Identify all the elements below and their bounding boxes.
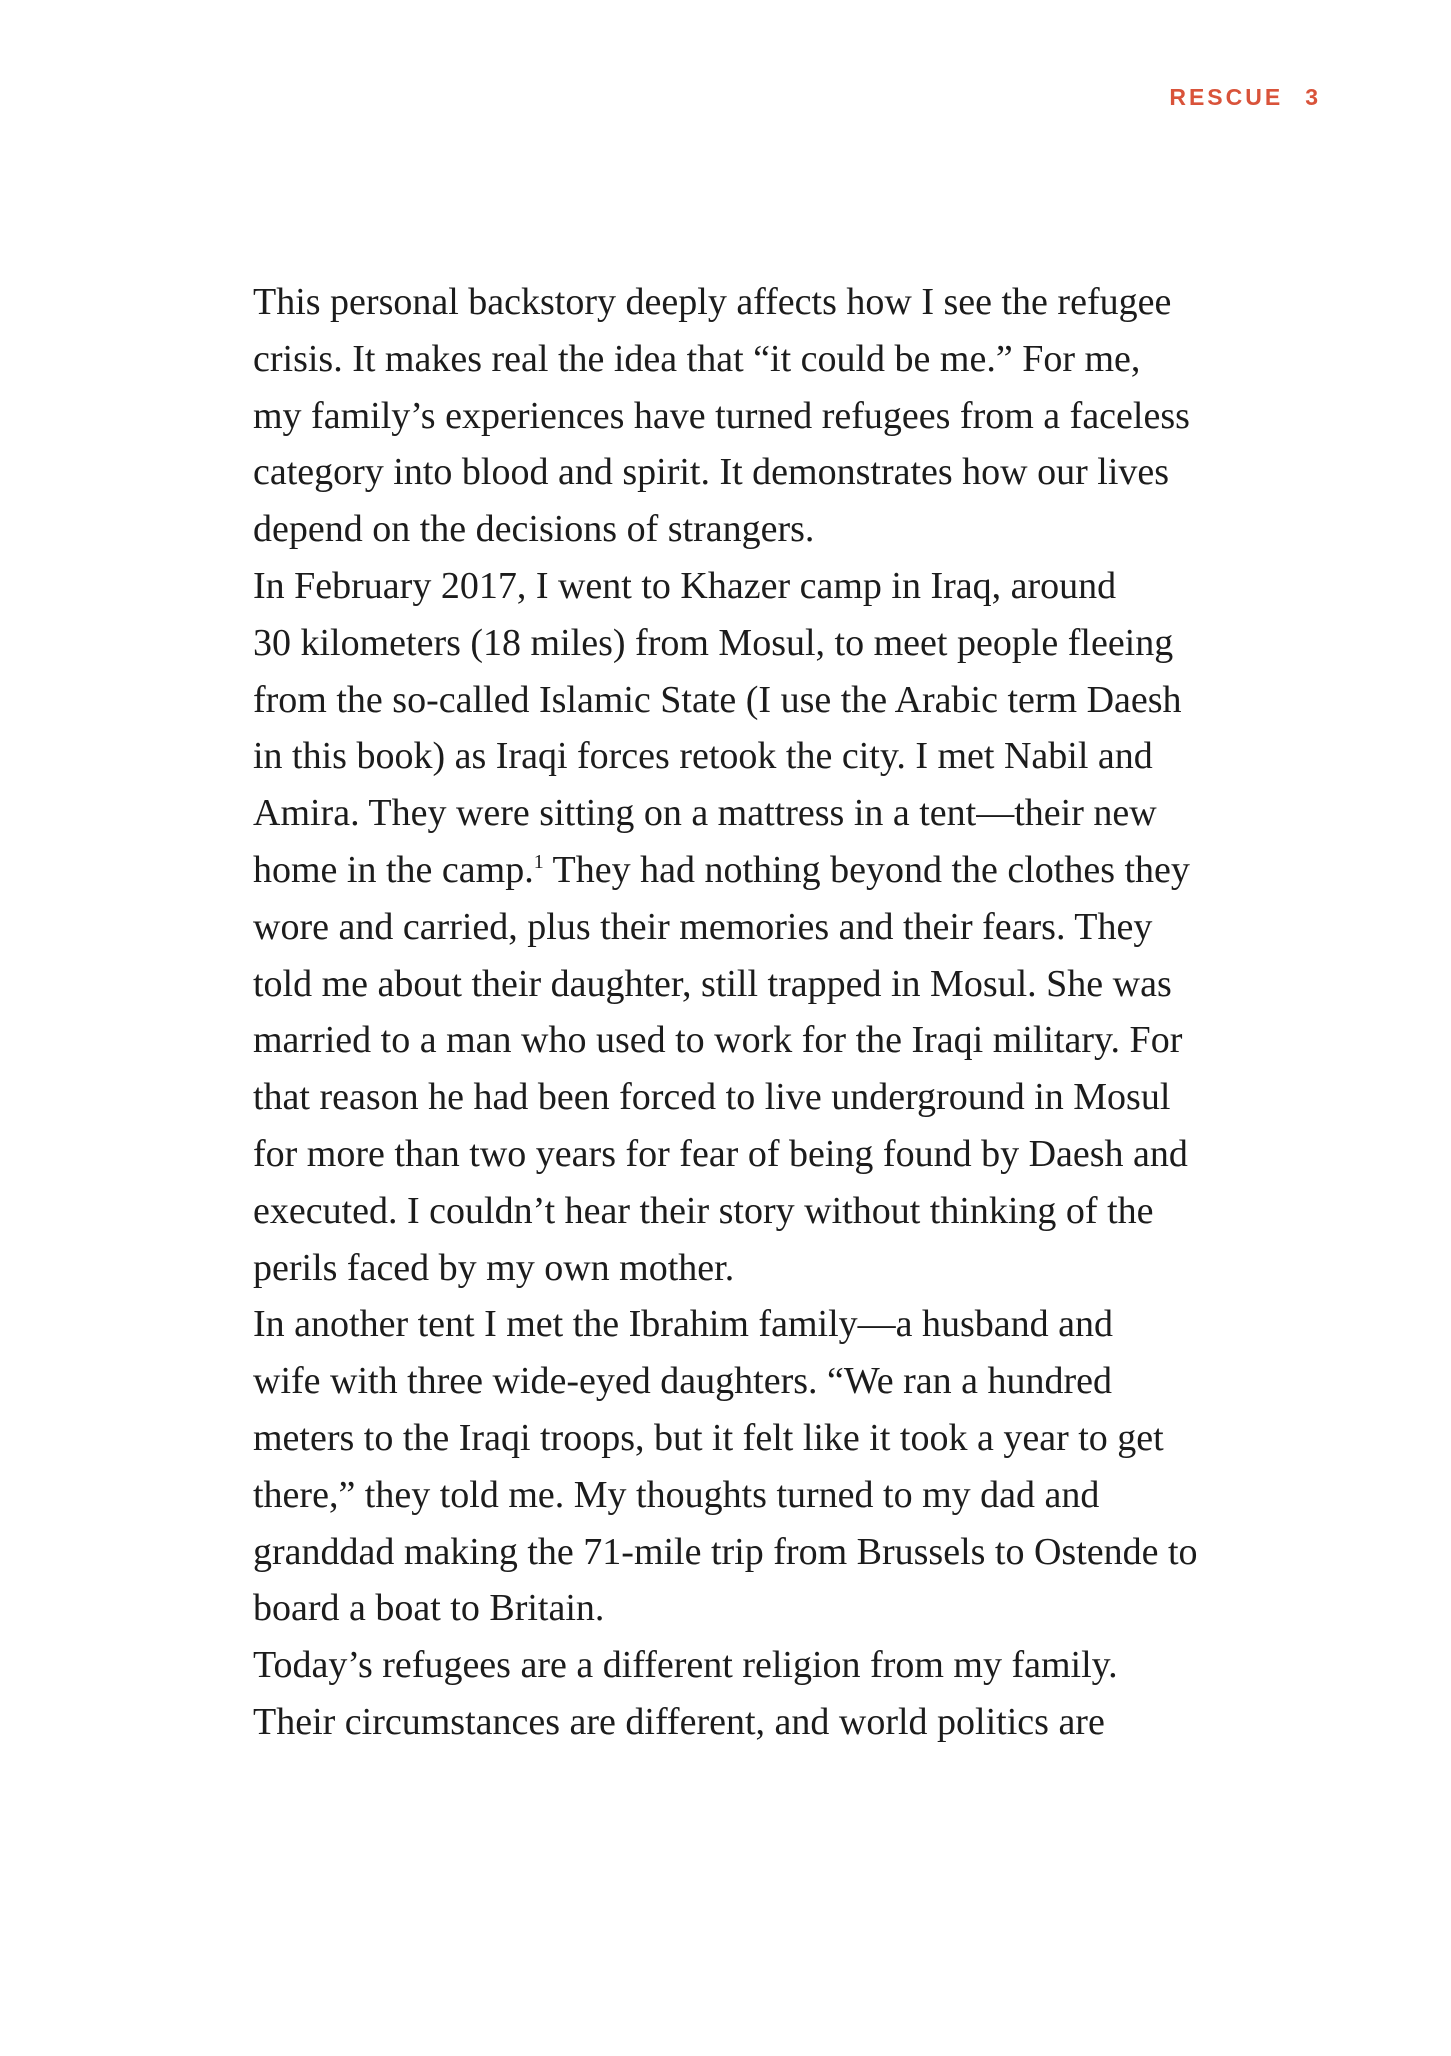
footnote-marker[interactable]: 1 bbox=[533, 850, 544, 873]
paragraph bbox=[204, 274, 1324, 558]
text-line: meters to the Iraqi troops, but it felt like it took a year to get bbox=[253, 1416, 1164, 1459]
text-line: crisis. It makes real the idea that “it could be me.” For me, bbox=[253, 337, 1141, 380]
text-line: wife with three wide-eyed daughters. “We ran a hundred bbox=[253, 1360, 1112, 1403]
text-line: from the so-called Islamic State (I use the Arabic term Daesh bbox=[253, 678, 1182, 721]
text-line: category into blood and spirit. It demonstrates how our lives bbox=[253, 451, 1170, 494]
section-title: RESCUE bbox=[1169, 84, 1284, 110]
text-line: This personal backstory deeply affects how I see the refugee bbox=[253, 281, 1172, 323]
text-line: board a boat to Britain. bbox=[253, 1587, 605, 1630]
text-line: my family’s experiences have turned refugees from a faceless bbox=[253, 394, 1190, 437]
text-line: perils faced by my own mother. bbox=[253, 1246, 735, 1289]
text-line: told me about their daughter, still trapped in Mosul. She was bbox=[253, 962, 1172, 1005]
text-line: there,” they told me. My thoughts turned to my dad and bbox=[253, 1473, 1100, 1516]
text-line: Amira. They were sitting on a mattress in a tent—their new bbox=[253, 792, 1157, 835]
text-line bbox=[204, 842, 1324, 899]
paragraph bbox=[204, 1296, 1324, 1637]
text-line: in this book) as Iraqi forces retook the city. I met Nabil and bbox=[253, 735, 1153, 778]
page-number: 3 bbox=[1305, 84, 1321, 110]
text-segment: home in the camp. bbox=[253, 848, 534, 891]
text-line: depend on the decisions of strangers. bbox=[253, 508, 815, 551]
text-line: Their circumstances are different, and world politics are bbox=[253, 1700, 1105, 1743]
text-line: for more than two years for fear of being found by Daesh and bbox=[253, 1132, 1188, 1175]
text-line: granddad making the 71-mile trip from Brussels to Ostende to bbox=[253, 1530, 1198, 1573]
running-head bbox=[1169, 84, 1321, 111]
text-line: In another tent I met the Ibrahim family—a husband and bbox=[253, 1303, 1114, 1346]
text-line: that reason he had been forced to live underground in Mosul bbox=[253, 1076, 1171, 1119]
paragraph bbox=[204, 558, 1324, 1296]
text-line: 30 kilometers (18 miles) from Mosul, to meet people fleeing bbox=[253, 621, 1174, 664]
text-line: Today’s refugees are a different religion from my family. bbox=[253, 1644, 1118, 1687]
paragraph bbox=[204, 1637, 1324, 1751]
text-line: executed. I couldn’t hear their story without thinking of the bbox=[253, 1189, 1154, 1232]
text-line: married to a man who used to work for the Iraqi military. For bbox=[253, 1019, 1183, 1062]
text-segment: They had nothing beyond the clothes they bbox=[543, 848, 1190, 891]
body-text bbox=[204, 274, 1324, 1751]
text-line: In February 2017, I went to Khazer camp in Iraq, around bbox=[253, 564, 1117, 607]
text-line: wore and carried, plus their memories and their fears. They bbox=[253, 905, 1153, 948]
